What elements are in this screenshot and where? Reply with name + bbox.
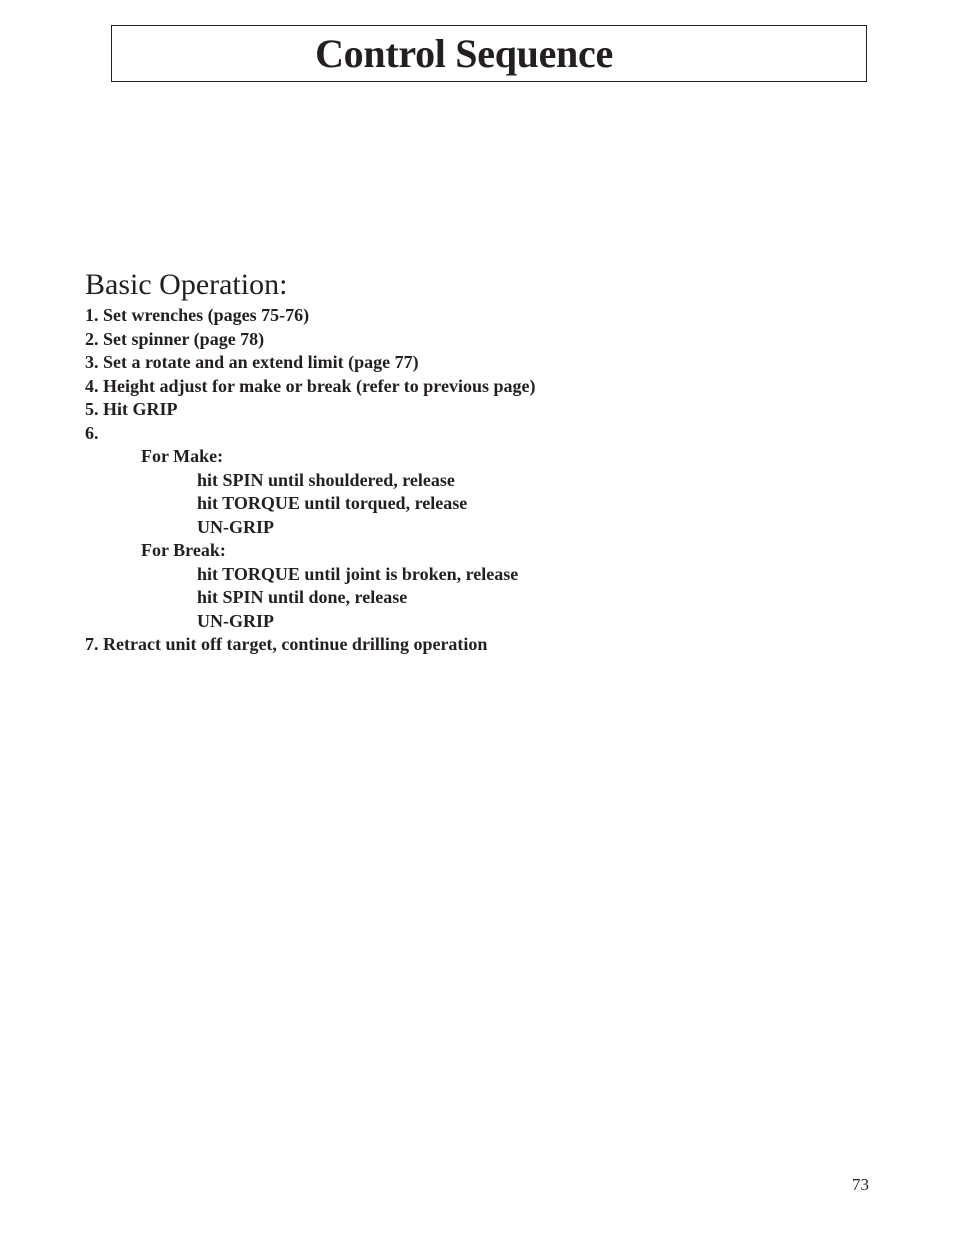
break-item-3: UN-GRIP [197, 610, 274, 631]
section-heading: Basic Operation: [85, 268, 288, 301]
basic-operation-section [85, 266, 885, 657]
step-4: 4. Height adjust for make or break (refer to previous page) [85, 375, 536, 396]
step-1: 1. Set wrenches (pages 75-76) [85, 305, 310, 325]
step-7: 7. Retract unit off target, continue drilling operation [85, 634, 488, 654]
make-label: For Make: [141, 446, 224, 466]
break-label: For Break: [141, 540, 226, 560]
page-number: 73 [852, 1175, 869, 1194]
break-item-2: hit SPIN until done, release [197, 587, 408, 607]
steps-list [85, 304, 885, 657]
step-5: 5. Hit GRIP [85, 399, 178, 419]
step-6: 6. [85, 422, 99, 443]
step-2: 2. Set spinner (page 78) [85, 328, 265, 349]
make-item-1: hit SPIN until shouldered, release [197, 469, 455, 490]
step-3: 3. Set a rotate and an extend limit (page 77) [85, 352, 419, 372]
break-item-1: hit TORQUE until joint is broken, release [197, 563, 519, 584]
title-box [111, 25, 867, 82]
make-item-2: hit TORQUE until torqued, release [197, 493, 468, 513]
page-title: Control Sequence [315, 31, 613, 76]
make-item-3: UN-GRIP [197, 516, 274, 537]
